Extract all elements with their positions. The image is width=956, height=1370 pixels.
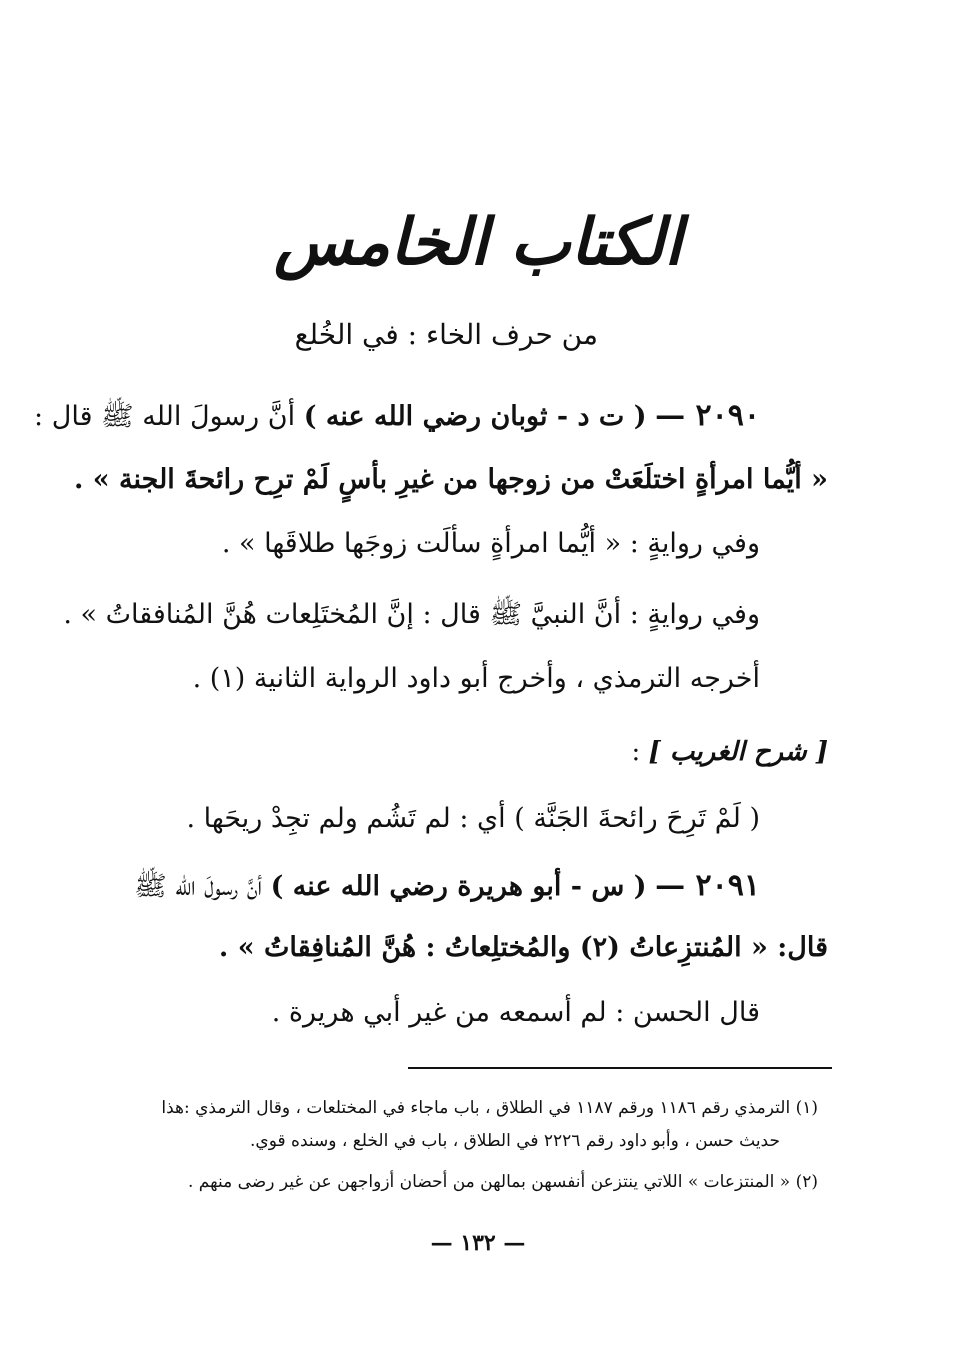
chapter-title: الكتاب الخامس (274, 205, 682, 280)
hadith-2091-intro: أنَّ رسولَ الله ﷺ (134, 871, 262, 902)
page-number: — ١٣٢ — (430, 1230, 526, 1256)
footnote-2: (٢) « المنتزعات » اللاتي ينتزعن أنفسهن بمالهن من أحضان أزواجهن عن غير رضى منهم . (188, 1172, 818, 1192)
sharh-line: ( لَمْ تَرِحَ رائحةَ الجَنَّة ) أي : لم تَشُم ولم تجِدْ ريحَها . (186, 803, 760, 834)
footnote-1-line-1: (١) الترمذي رقم ١١٨٦ ورقم ١١٨٧ في الطلاق ، باب ماجاء في المختلعات ، وقال الترمذي :هذا (161, 1098, 818, 1118)
hadith-2090-header (34, 398, 760, 439)
footnote-divider (408, 1067, 832, 1069)
hadith-2091-number: ٢٠٩١ — (655, 868, 760, 903)
footnote-1-line-2: حديث حسن ، وأبو داود رقم ٢٢٢٦ في الطلاق ، باب في الخلع ، وسنده قوي. (250, 1131, 780, 1151)
hadith-2091-source: ( س - أبو هريرة رضي الله عنه ) (270, 871, 647, 902)
hadith-2090-riwaya-1: وفي روايةٍ : « أيُّما امرأةٍ سألَت زوجَها طلاقَها » . (221, 528, 760, 559)
chapter-subtitle: من حرف الخاء : في الخُلع (294, 318, 598, 351)
hadith-2091-text: قال: « المُنتزِعاتُ (٢) والمُختلِعاتُ : هُنَّ المُنافِقاتُ » . (218, 932, 828, 963)
hadith-2090-riwaya-2: وفي روايةٍ : أنَّ النبيَّ ﷺ قال : إنَّ المُختَلِعات هُنَّ المُنافقاتُ » . (63, 599, 760, 630)
hadith-2091-note: قال الحسن : لم أسمعه من غير أبي هريرة . (271, 997, 760, 1028)
hadith-2090-source: ( ت د - ثوبان رضي الله عنه ) (303, 401, 647, 432)
sharh-colon: : (631, 737, 641, 767)
hadith-2090-number: ٢٠٩٠ — (655, 398, 760, 433)
hadith-2090-intro: أنَّ رسولَ الله ﷺ قال : (34, 401, 296, 432)
hadith-2090-takhrij: أخرجه الترمذي ، وأخرج أبو داود الرواية الثانية (١) . (192, 663, 760, 694)
hadith-2091-header (134, 868, 760, 909)
sharh-header (631, 737, 828, 767)
sharh-label: [ شرح الغريب ] (648, 737, 828, 767)
hadith-2090-text: « أيُّما امرأةٍ اختلَعَتْ من زوجها من غيرِ بأسٍ لَمْ ترِح رائحةَ الجنة » . (73, 464, 828, 495)
